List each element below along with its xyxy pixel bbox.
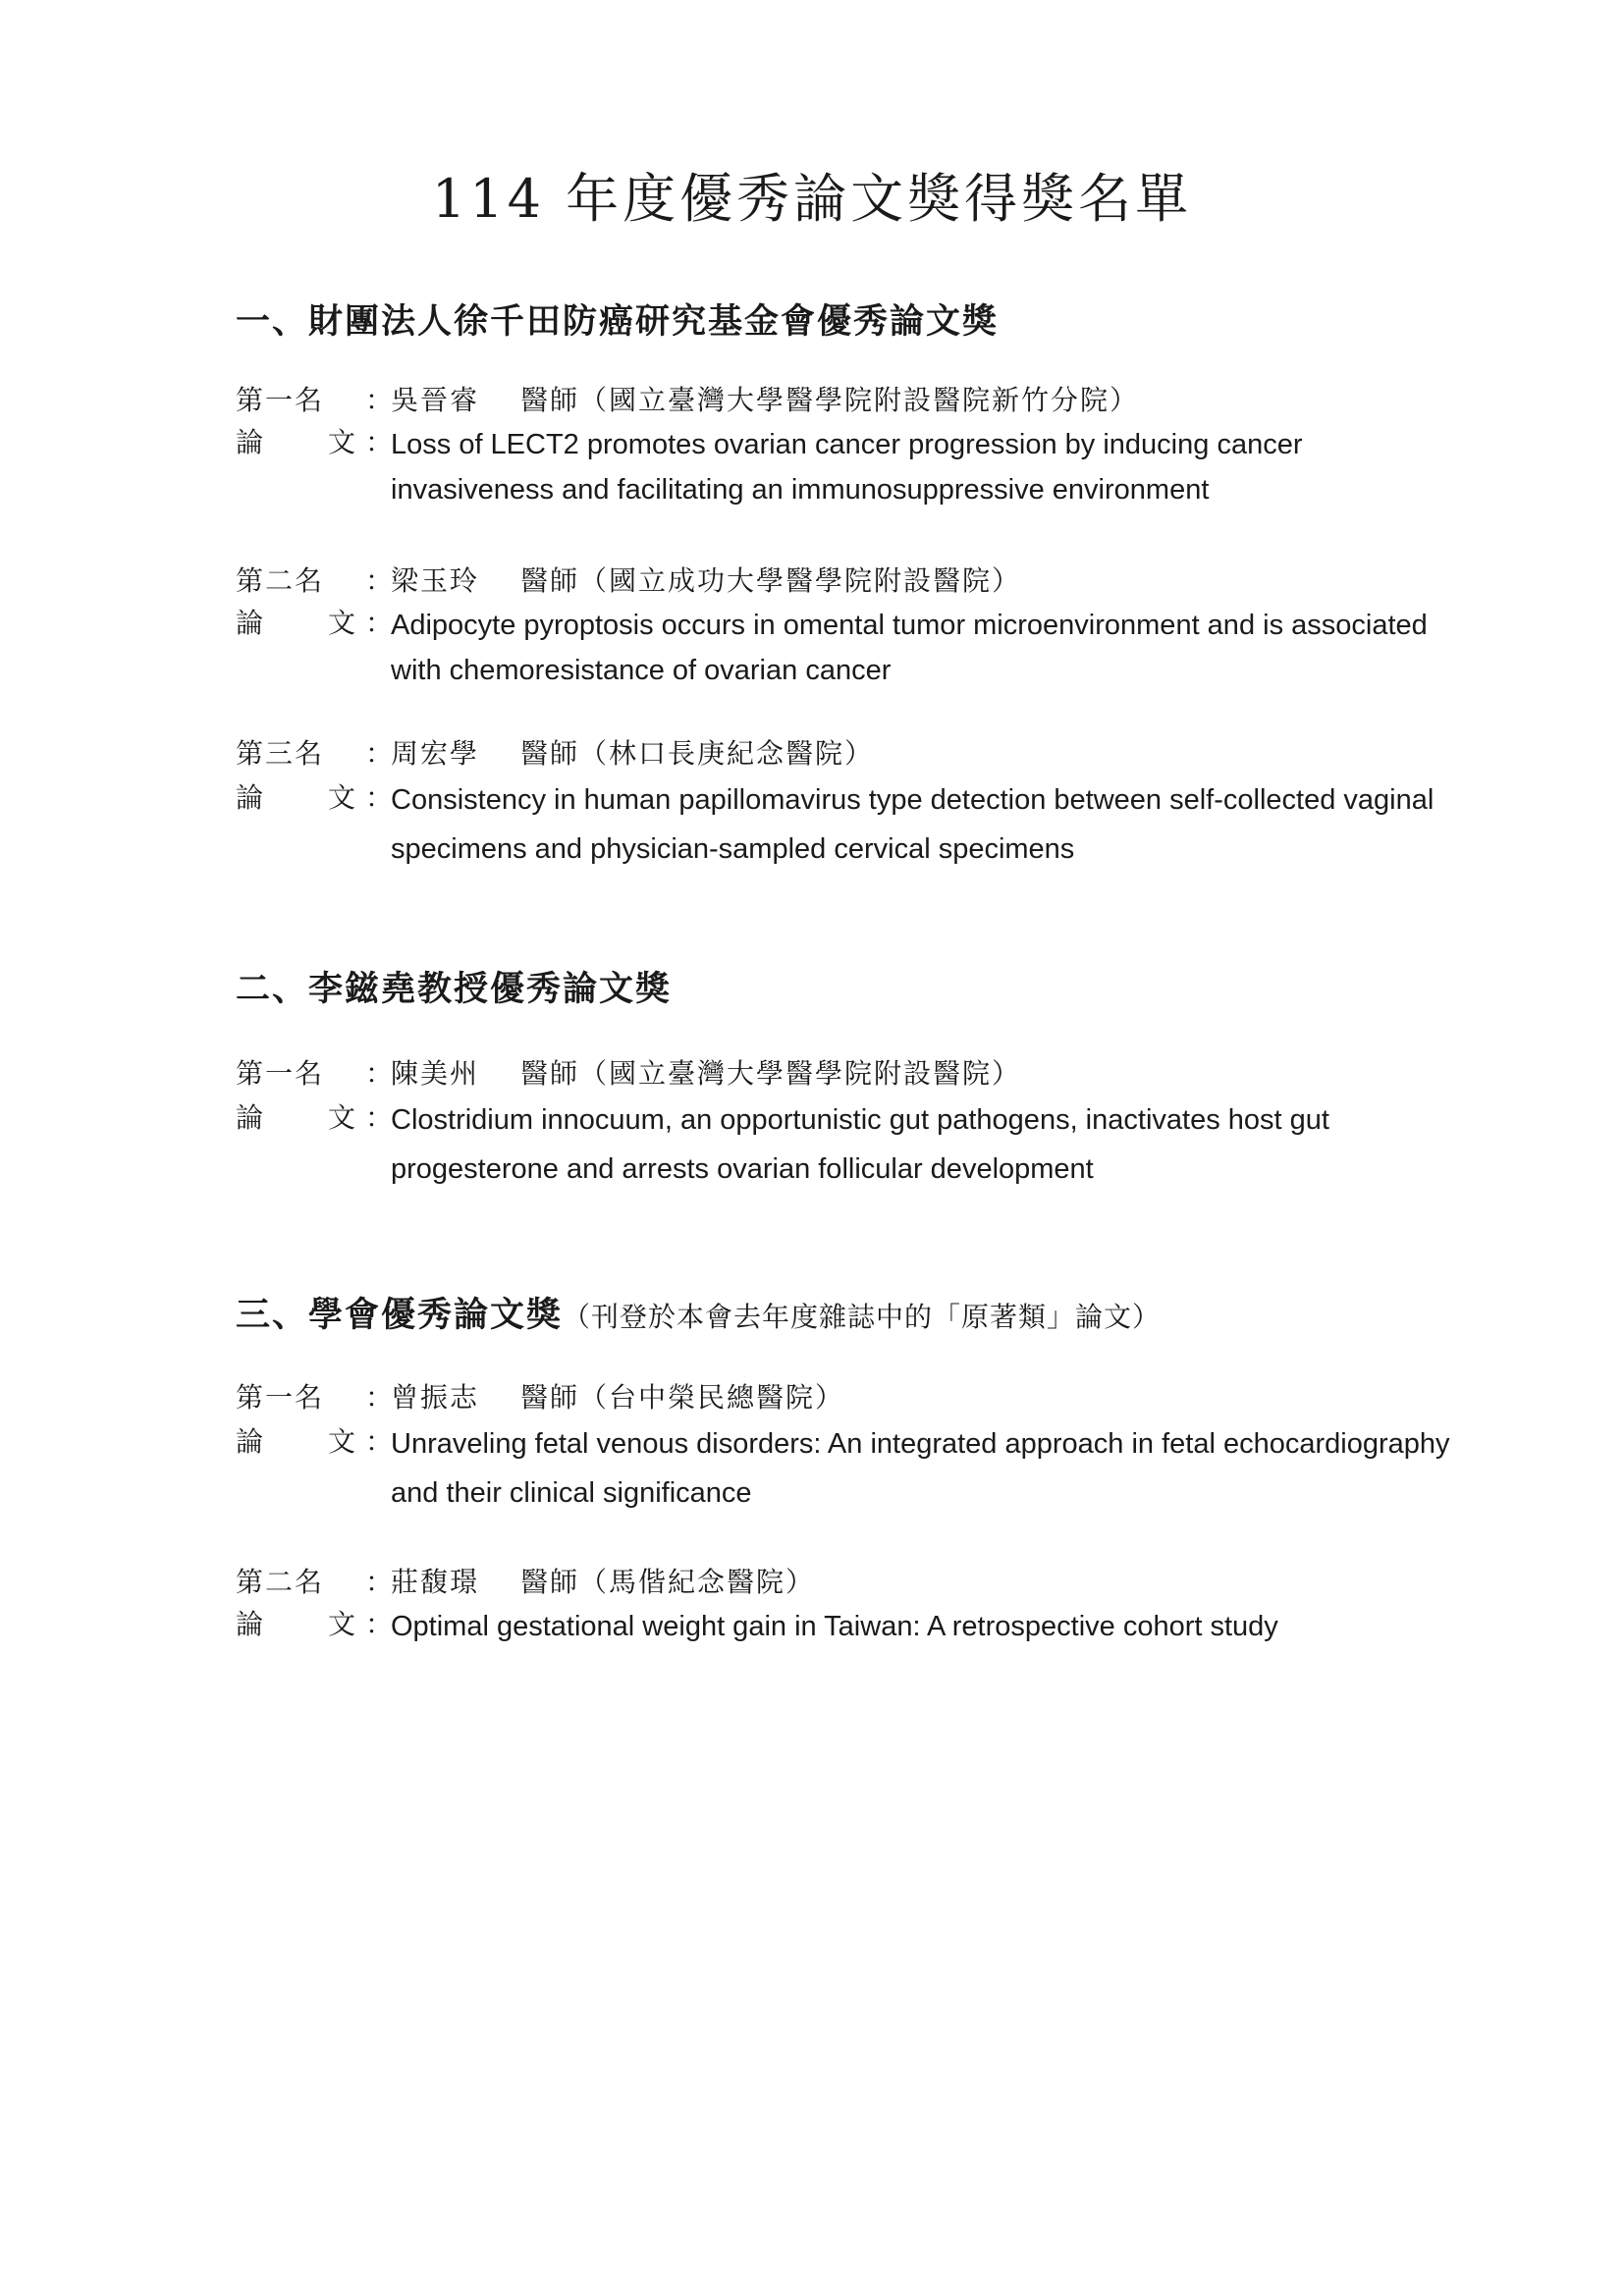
winner-hospital: （國立臺灣大學醫學院附設醫院） xyxy=(579,1057,1022,1090)
paper-label-char-2: 文 xyxy=(327,1608,357,1640)
winner-line xyxy=(236,381,1453,420)
rank-label: 第二名 xyxy=(236,564,325,597)
section-note: （刊登於本會去年度雜誌中的「原著類」論文） xyxy=(563,1301,1162,1333)
colon: ： xyxy=(365,564,396,597)
paper-title: Adipocyte pyroptosis occurs in omental tumor microenvironment and is associated with chemoresistance of ovarian cancer xyxy=(391,610,1428,686)
winner-line xyxy=(236,1563,1453,1602)
paper-row xyxy=(236,1094,1453,1194)
winner-line xyxy=(236,1378,1453,1417)
winner-role: 醫師 xyxy=(520,564,580,597)
winner-hospital: （國立臺灣大學醫學院附設醫院新竹分院） xyxy=(579,384,1140,416)
paper-label xyxy=(236,1602,365,1649)
paper-label-char-2: 文 xyxy=(327,426,357,458)
rank-label: 第二名 xyxy=(236,1566,325,1598)
award-entry xyxy=(236,734,1453,874)
section-2-heading-block xyxy=(236,962,1434,1011)
winner-hospital: （馬偕紀念醫院） xyxy=(579,1566,816,1598)
paper-label-char-1: 論 xyxy=(236,607,266,639)
paper-label xyxy=(236,420,365,512)
rank-label: 第一名 xyxy=(236,384,325,416)
paper-title: Optimal gestational weight gain in Taiwan: A retrospective cohort study xyxy=(391,1611,1278,1642)
winner-name: 曾振志 xyxy=(391,1381,480,1414)
rank-label: 第三名 xyxy=(236,737,325,770)
paper-label-char-1: 論 xyxy=(236,781,266,814)
colon: ： xyxy=(365,737,396,770)
paper-label xyxy=(236,601,365,693)
document-title: 114 年度優秀論文獎得獎名單 xyxy=(431,168,1193,230)
colon: ： xyxy=(365,384,396,416)
paper-label-char-1: 論 xyxy=(236,426,266,458)
paper-label-char-1: 論 xyxy=(236,1425,266,1458)
paper-colon: ： xyxy=(365,607,394,639)
winner-name: 吳晉睿 xyxy=(391,384,480,416)
paper-label xyxy=(236,1094,365,1194)
award-entry xyxy=(236,1378,1453,1518)
paper-label xyxy=(236,774,365,874)
winner-hospital: （林口長庚紀念醫院） xyxy=(579,737,875,770)
award-entry xyxy=(236,381,1453,512)
rank-label: 第一名 xyxy=(236,1381,325,1414)
winner-line xyxy=(236,561,1453,601)
winner-line xyxy=(236,734,1453,774)
winner-role: 醫師 xyxy=(520,1566,580,1598)
paper-row xyxy=(236,1417,1453,1518)
section-heading xyxy=(236,962,1434,1011)
paper-label-char-1: 論 xyxy=(236,1101,266,1134)
paper-colon: ： xyxy=(365,781,394,814)
section-heading xyxy=(236,294,1434,344)
winner-role: 醫師 xyxy=(520,737,580,770)
paper-label-char-2: 文 xyxy=(327,607,357,639)
section-heading-text: 一、財團法人徐千田防癌研究基金會優秀論文獎 xyxy=(236,302,1000,342)
paper-row xyxy=(236,774,1453,874)
award-entry xyxy=(236,1054,1453,1194)
winner-name: 周宏學 xyxy=(391,737,480,770)
paper-label-char-2: 文 xyxy=(327,1101,357,1134)
colon: ： xyxy=(365,1057,396,1090)
paper-label-char-2: 文 xyxy=(327,781,357,814)
award-entry xyxy=(236,1563,1453,1649)
section-heading-text: 三、學會優秀論文獎 xyxy=(236,1296,564,1335)
winner-name: 梁玉玲 xyxy=(391,564,480,597)
winner-role: 醫師 xyxy=(520,1057,580,1090)
section-1-heading-block xyxy=(236,294,1434,344)
section-heading xyxy=(236,1288,1434,1337)
winner-role: 醫師 xyxy=(520,384,580,416)
paper-row xyxy=(236,420,1453,512)
winner-line xyxy=(236,1054,1453,1094)
award-entry xyxy=(236,561,1453,693)
paper-colon: ： xyxy=(365,1101,394,1134)
winner-role: 醫師 xyxy=(520,1381,580,1414)
section-heading-text: 二、李鎡堯教授優秀論文獎 xyxy=(236,970,673,1009)
paper-title: Loss of LECT2 promotes ovarian cancer progression by inducing cancer invasiveness and facilitating an immunosuppressive environment xyxy=(391,429,1303,506)
paper-title: Unraveling fetal venous disorders: An integrated approach in fetal echocardiography and their clinical significance xyxy=(391,1428,1450,1509)
paper-row xyxy=(236,601,1453,693)
paper-colon: ： xyxy=(365,426,394,458)
winner-hospital: （台中榮民總醫院） xyxy=(579,1381,845,1414)
paper-title: Consistency in human papillomavirus type detection between self-collected vaginal specimens and physician-sampled cervical specimens xyxy=(391,784,1435,865)
rank-label: 第一名 xyxy=(236,1057,325,1090)
section-3-heading-block xyxy=(236,1288,1434,1337)
paper-title: Clostridium innocuum, an opportunistic gut pathogens, inactivates host gut progesterone and arrests ovarian follicular development xyxy=(391,1104,1329,1185)
colon: ： xyxy=(365,1381,396,1414)
paper-colon: ： xyxy=(365,1425,394,1458)
winner-name: 陳美州 xyxy=(391,1057,480,1090)
colon: ： xyxy=(365,1566,396,1598)
paper-label-char-2: 文 xyxy=(327,1425,357,1458)
winner-name: 莊馥璟 xyxy=(391,1566,480,1598)
paper-colon: ： xyxy=(365,1608,394,1640)
paper-label xyxy=(236,1417,365,1518)
paper-row xyxy=(236,1602,1453,1649)
paper-label-char-1: 論 xyxy=(236,1608,266,1640)
winner-hospital: （國立成功大學醫學院附設醫院） xyxy=(579,564,1022,597)
